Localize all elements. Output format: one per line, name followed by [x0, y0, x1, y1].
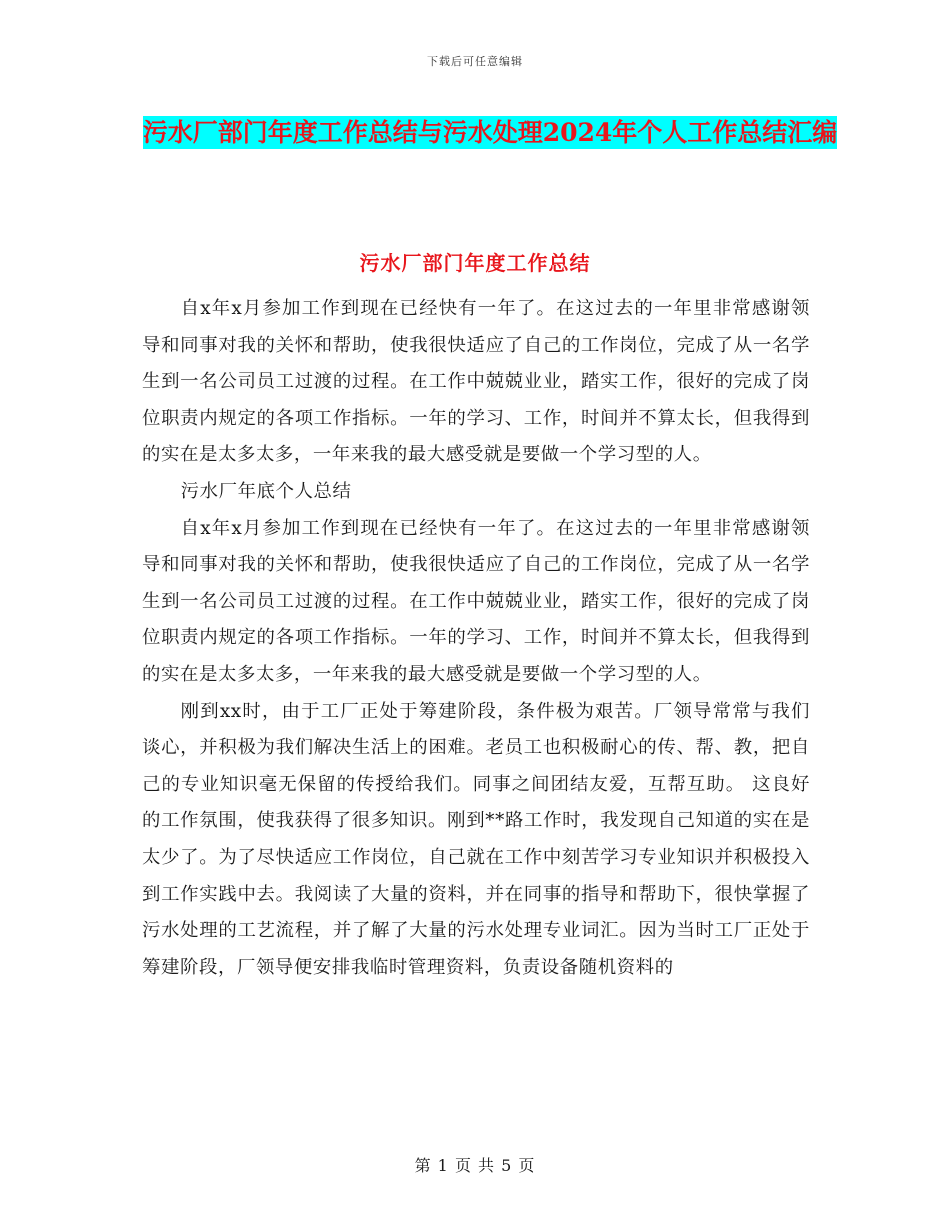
document-title: [140, 110, 840, 155]
section-title: 污水厂部门年度工作总结: [359, 251, 591, 275]
page-header-note: 下载后可任意编辑: [427, 55, 523, 68]
paragraph-subheading: 污水厂年底个人总结: [180, 480, 352, 502]
document-body: [142, 291, 810, 986]
page-number: 第 1 页 共 5 页: [414, 1156, 536, 1175]
paragraph: 自x年x月参加工作到现在已经快有一年了。在这过去的一年里非常感谢领导和同事对我的关怀和帮助，使我很快适应了自己的工作岗位，完成了从一名学生到一名公司员工过渡的过程。在工作中兢兢业业，踏实工作，很好的完成了岗位职责内规定的各项工作指标。一年的学习、工作，时间并不算太长，但我得到的实在是太多太多，一年来我的最大感受就是要做一个学习型的人。: [142, 298, 810, 466]
paragraph: 刚到xx时，由于工厂正处于筹建阶段，条件极为艰苦。厂领导常常与我们谈心，并积极为我们解决生活上的困难。老员工也积极耐心的传、帮、教，把自己的专业知识毫无保留的传授给我们。同事之间团结友爱，互帮互助。 这良好的工作氛围，使我获得了很多知识。刚到**路工作时，我发现自己知道的实在是太少了。为了尽快适应工作岗位，自己就在工作中刻苦学习专业知识并积极投入到工作实践中去。我阅读了大量的资料，并在同事的指导和帮助下，很快掌握了污水处理的工艺流程，并了解了大量的污水处理专业词汇。因为当时工厂正处于筹建阶段，厂领导便安排我临时管理资料，负责设备随机资料的: [142, 700, 810, 978]
paragraph: 自x年x月参加工作到现在已经快有一年了。在这过去的一年里非常感谢领导和同事对我的关怀和帮助，使我很快适应了自己的工作岗位，完成了从一名学生到一名公司员工过渡的过程。在工作中兢兢业业，踏实工作，很好的完成了岗位职责内规定的各项工作指标。一年的学习、工作，时间并不算太长，但我得到的实在是太多太多，一年来我的最大感受就是要做一个学习型的人。: [142, 517, 810, 685]
document-title-text: 污水厂部门年度工作总结与污水处理2024年个人工作总结汇编: [142, 118, 838, 147]
